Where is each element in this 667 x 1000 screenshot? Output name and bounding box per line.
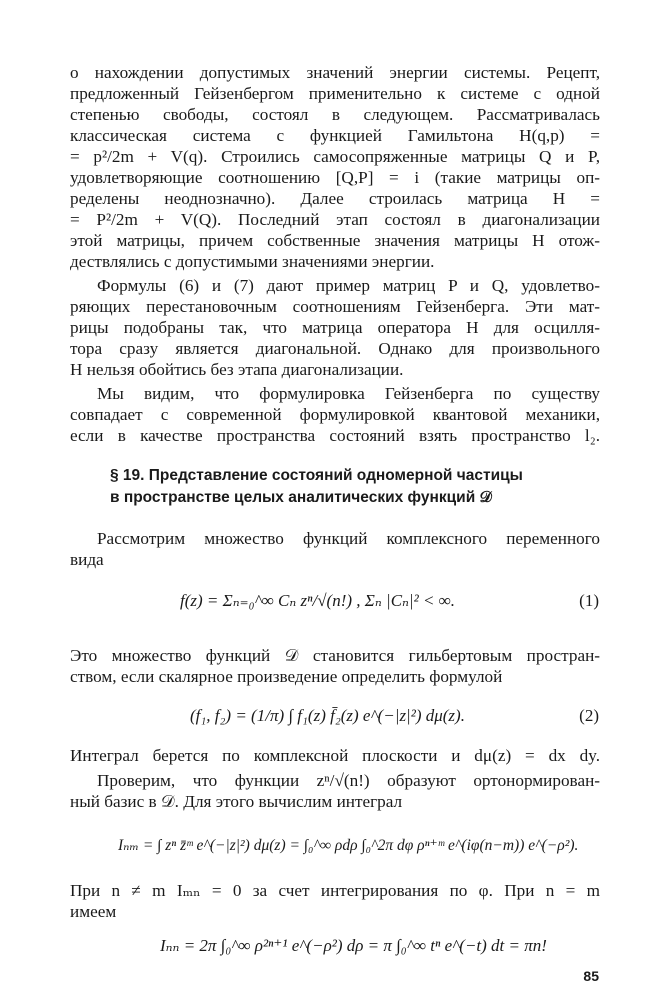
text-line: если в качестве пространства состояний взять пространство l₂.	[70, 426, 600, 445]
text-line: Мы видим, что формулировка Гейзенберга по существу	[97, 384, 600, 403]
text-line: H нельзя обойтись без этапа диагонализации.	[70, 360, 404, 379]
text-line: удовлетворяющие соотношению [Q,P] = i (такие матрицы оп-	[70, 168, 600, 187]
text-line: Интеграл берется по комплексной плоскости и dμ(z) = dx dy.	[70, 746, 600, 765]
text-line: предложенный Гейзенбергом применительно к системе с одной	[70, 84, 600, 103]
text-line: ством, если скалярное произведение определить формулой	[70, 667, 503, 686]
text-line: о нахождении допустимых значений энергии системы. Рецепт,	[70, 63, 600, 82]
text-line: Проверим, что функции zⁿ/√(n!) образуют ортонормирован-	[97, 771, 600, 790]
text-line: ряющих перестановочным соотношениям Гейзенберга. Эти мат-	[70, 297, 600, 316]
text-line: Рассмотрим множество функций комплексного переменного	[97, 529, 600, 548]
text-line: При n ≠ m Iₘₙ = 0 за счет интегрирования по φ. При n = m	[70, 881, 600, 900]
text-line: = P²/2m + V(Q). Последний этап состоял в диагонализации	[70, 210, 600, 229]
text-line: тора сразу является диагональной. Однако для произвольного	[70, 339, 600, 358]
text-line: Формулы (6) и (7) дают пример матриц P и Q, удовлетво-	[97, 276, 600, 295]
text-line: Это множество функций 𝒟 становится гильбертовым простран-	[70, 646, 600, 665]
section-heading: в пространстве целых аналитических функций 𝒟	[110, 489, 492, 506]
text-line: ределены неоднозначно). Далее строилась матрица H =	[70, 189, 600, 208]
text-line: степенью свободы, состоял в следующем. Рассматривалась	[70, 105, 600, 124]
page-number: 85	[583, 968, 599, 984]
formula-1: f(z) = Σₙ₌₀^∞ Cₙ zⁿ/√(n!) , Σₙ |Cₙ|² < ∞.	[180, 591, 456, 610]
text-line: = p²/2m + V(q). Строились самосопряженные матрицы Q и P,	[70, 147, 600, 166]
text-line: классическая система с функцией Гамильтона H(q,p) =	[70, 126, 600, 145]
formula-2: (f₁, f₂) = (1/π) ∫ f₁(z) f̄₂(z) e^(−|z|²) dμ(z).	[190, 706, 465, 725]
formula-3: Iₙₘ = ∫ zⁿ z̄ᵐ e^(−|z|²) dμ(z) = ∫₀^∞ ρdρ ∫₀^2π dφ ρⁿ⁺ᵐ e^(iφ(n−m)) e^(−ρ²).	[118, 837, 579, 854]
formula-4: Iₙₙ = 2π ∫₀^∞ ρ²ⁿ⁺¹ e^(−ρ²) dρ = π ∫₀^∞ tⁿ e^(−t) dt = πn!	[160, 936, 547, 955]
equation-number: (1)	[579, 591, 599, 610]
text-line: ный базис в 𝒟. Для этого вычислим интеграл	[70, 792, 403, 811]
equation-number: (2)	[579, 706, 599, 725]
text-line: совпадает с современной формулировкой квантовой механики,	[70, 405, 600, 424]
text-line: дествлялись с допустимыми значениями энергии.	[70, 252, 435, 271]
text-line: имеем	[70, 902, 117, 921]
text-line: рицы подобраны так, что матрица оператора H для осцилля-	[70, 318, 600, 337]
text-line: этой матрицы, причем собственные значения матрицы H отож-	[70, 231, 600, 250]
section-heading: § 19. Представление состояний одномерной частицы	[110, 467, 523, 484]
text-line: вида	[70, 550, 104, 569]
